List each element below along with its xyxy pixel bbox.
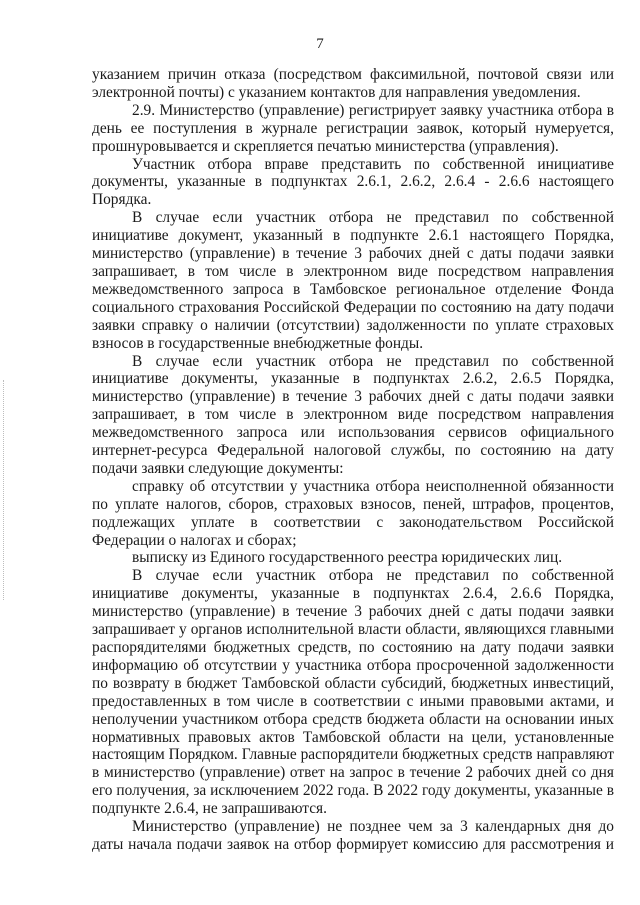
document-body	[92, 66, 614, 854]
paragraph-tax-certificate: справку об отсутствии у участника отбора неисполненной обязанности по уплате налогов, сборов, страховых взносов, пеней, штрафов, процентов, подлежащих уплате в соответствии с законодательством Российской Федерации о налогах и сборах;	[92, 477, 614, 549]
paragraph-own-initiative: Участник отбора вправе представить по собственной инициативе документы, указанные в подпунктах 2.6.1, 2.6.2, 2.6.4 - 2.6.6 настоящего Порядка.	[92, 155, 614, 209]
page-number: 7	[316, 36, 324, 52]
binding-margin-marks	[3, 380, 6, 600]
paragraph-commission: Министерство (управление) не позднее чем за 3 календарных дня до даты начала подачи заявок на отбор формирует комиссию для рассмотрения и	[92, 818, 614, 853]
paragraph-2-6-1-request: В случае если участник отбора не представил по собственной инициативе документ, указанный в подпункте 2.6.1 настоящего Порядка, министерство (управление) в течение 3 рабочих дней с даты подачи заявки запрашивает, в том числе в электронном виде посредством направления межведомственного запроса в Тамбовское региональное отделение Фонда социального страхования Российской Федерации по состоянию на дату подачи заявки справку о наличии (отсутствии) задолженности по уплате страховых взносов в государственные внебюджетные фонды.	[92, 209, 614, 352]
paragraph-continued: указанием причин отказа (посредством факсимильной, почтовой связи или электронной почты) с указанием контактов для направления уведомления.	[92, 66, 614, 101]
paragraph-egrul-extract: выписку из Единого государственного реестра юридических лиц.	[132, 549, 563, 567]
paragraph-2-6-4-request: В случае если участник отбора не представил по собственной инициативе документы, указанные в подпунктах 2.6.4, 2.6.6 Порядка, министерство (управление) в течение 3 рабочих дней с даты подачи заявки запрашивает у органов исполнительной власти области, являющихся главными распорядителями бюджетных средств, по состоянию на дату подачи заявки информацию об отсутствии у участника отбора просроченной задолженности по возврату в бюджет Тамбовской области субсидий, бюджетных инвестиций, предоставленных в том числе в соответствии с иными правовыми актами, и неполучении участником отбора средств бюджета области на основании иных нормативных правовых актов Тамбовской области на цели, установленные настоящим Порядком. Главные распорядители бюджетных средств направляют в министерство (управление) ответ на запрос в течение 2 рабочих дней со дня его получения, за исключением 2022 года. В 2022 году документы, указанные в подпункте 2.6.4, не запрашиваются.	[92, 567, 614, 818]
paragraph-2-9: 2.9. Министерство (управление) регистрирует заявку участника отбора в день ее поступления в журнале регистрации заявок, который нумеруется, прошнуровывается и скрепляется печатью министерства (управления).	[92, 101, 614, 155]
paragraph-2-6-2-request: В случае если участник отбора не представил по собственной инициативе документы, указанные в подпунктах 2.6.2, 2.6.5 Порядка, министерство (управление) в течение 3 рабочих дней с даты подачи заявки запрашивает, в том числе в электронном виде посредством направления межведомственного запроса или использования сервисов официального интернет-ресурса Федеральной налоговой службы, по состоянию на дату подачи заявки следующие документы:	[92, 352, 614, 477]
